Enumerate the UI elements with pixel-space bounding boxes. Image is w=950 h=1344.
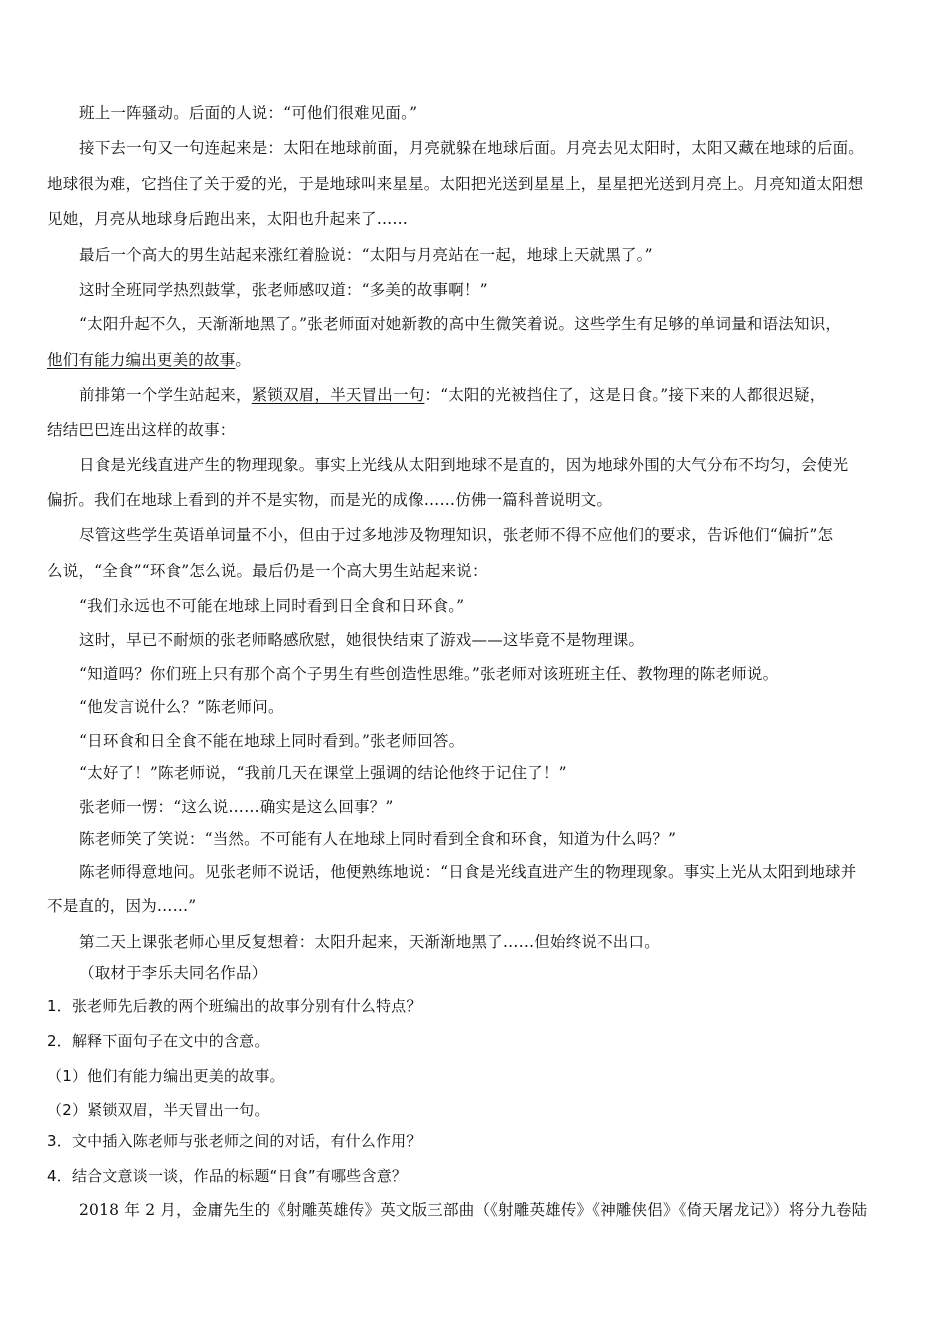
text-span: 。 bbox=[235, 351, 252, 369]
question-4: 4．结合文意谈一谈，作品的标题“日食”有哪些含意？ bbox=[47, 1167, 408, 1185]
question-2-item-1: （1）他们有能力编出更美的故事。 bbox=[47, 1067, 285, 1085]
paragraph-line: “太好了！”陈老师说，“我前几天在课堂上强调的结论他终于记住了！” bbox=[79, 764, 567, 782]
paragraph-line: 张老师一愣：“这么说……确实是这么回事？” bbox=[79, 798, 394, 816]
paragraph-line: 陈老师得意地问。见张老师不说话，他便熟练地说：“日食是光线直进产生的物理现象。事实上光从太阳到地球并 bbox=[79, 863, 857, 881]
paragraph-line: “知道吗？你们班上只有那个高个子男生有些创造性思维。”张老师对该班班主任、教物理的陈老师说。 bbox=[79, 665, 779, 683]
question-1: 1．张老师先后教的两个班编出的故事分别有什么特点？ bbox=[47, 997, 422, 1015]
paragraph-line: 陈老师笑了笑说：“当然。不可能有人在地球上同时看到全食和环食，知道为什么吗？” bbox=[79, 830, 677, 848]
question-2: 2．解释下面句子在文中的含意。 bbox=[47, 1032, 270, 1050]
paragraph-line: 不是直的，因为……” bbox=[47, 897, 197, 915]
paragraph-line: 日食是光线直进产生的物理现象。事实上光线从太阳到地球不是直的，因为地球外围的大气分布不均匀，会使光 bbox=[79, 456, 849, 474]
question-2-item-2: （2）紧锁双眉，半天冒出一句。 bbox=[47, 1101, 270, 1119]
paragraph-line: 么说，“全食”“环食”怎么说。最后仍是一个高大男生站起来说： bbox=[47, 562, 488, 580]
paragraph-line: 偏折。我们在地球上看到的并不是实物，而是光的成像……仿佛一篇科普说明文。 bbox=[47, 491, 613, 509]
paragraph-line: 第二天上课张老师心里反复想着：太阳升起来，天渐渐地黑了……但始终说不出口。 bbox=[79, 933, 660, 951]
paragraph-line: 这时全班同学热烈鼓掌，张老师感叹道：“多美的故事啊！” bbox=[79, 281, 488, 299]
paragraph-line bbox=[79, 385, 905, 405]
underlined-phrase: 他们有能力编出更美的故事 bbox=[47, 351, 236, 369]
paragraph-line: 这时，早已不耐烦的张老师略感欣慰，她很快结束了游戏——这毕竟不是物理课。 bbox=[79, 631, 645, 649]
paragraph-line: 见她，月亮从地球身后跑出来，太阳也升起来了…… bbox=[47, 210, 409, 228]
paragraph-line: 班上一阵骚动。后面的人说：“可他们很难见面。” bbox=[79, 104, 418, 122]
underlined-phrase: 紧锁双眉，半天冒出一句 bbox=[251, 386, 425, 404]
question-3: 3．文中插入陈老师与张老师之间的对话，有什么作用？ bbox=[47, 1132, 422, 1150]
source-citation: （取材于李乐夫同名作品） bbox=[79, 964, 268, 982]
paragraph-line: 接下去一句又一句连起来是：太阳在地球前面，月亮就躲在地球后面。月亮去见太阳时，太阳又藏在地球的后面。 bbox=[79, 139, 865, 157]
text-span: 前排第一个学生站起来， bbox=[79, 386, 252, 404]
next-passage-line: 2018 年 2 月，金庸先生的《射雕英雄传》英文版三部曲（《射雕英雄传》《神雕侠侣》《倚天屠龙记》）将分九卷陆 bbox=[79, 1201, 868, 1219]
text-span: ：“太阳的光被挡住了，这是日食。”接下来的人都很迟疑， bbox=[424, 386, 826, 404]
paragraph-line: 结结巴巴连出这样的故事： bbox=[47, 421, 236, 439]
paragraph-line: “他发言说什么？”陈老师问。 bbox=[79, 698, 284, 716]
paragraph-line bbox=[47, 350, 905, 370]
paragraph-line: “太阳升起不久，天渐渐地黑了。”张老师面对她新教的高中生微笑着说。这些学生有足够的单词量和语法知识， bbox=[79, 315, 842, 333]
paragraph-line: 尽管这些学生英语单词量不小，但由于过多地涉及物理知识，张老师不得不应他们的要求，告诉他们“偏折”怎 bbox=[79, 526, 834, 544]
paragraph-line: “我们永远也不可能在地球上同时看到日全食和日环食。” bbox=[79, 597, 465, 615]
paragraph-line: 地球很为难，它挡住了关于爱的光，于是地球叫来星星。太阳把光送到星星上，星星把光送到月亮上。月亮知道太阳想 bbox=[47, 175, 864, 193]
paragraph-line: “日环食和日全食不能在地球上同时看到。”张老师回答。 bbox=[79, 732, 465, 750]
paragraph-line: 最后一个高大的男生站起来涨红着脸说：“太阳与月亮站在一起，地球上天就黑了。” bbox=[79, 246, 653, 264]
